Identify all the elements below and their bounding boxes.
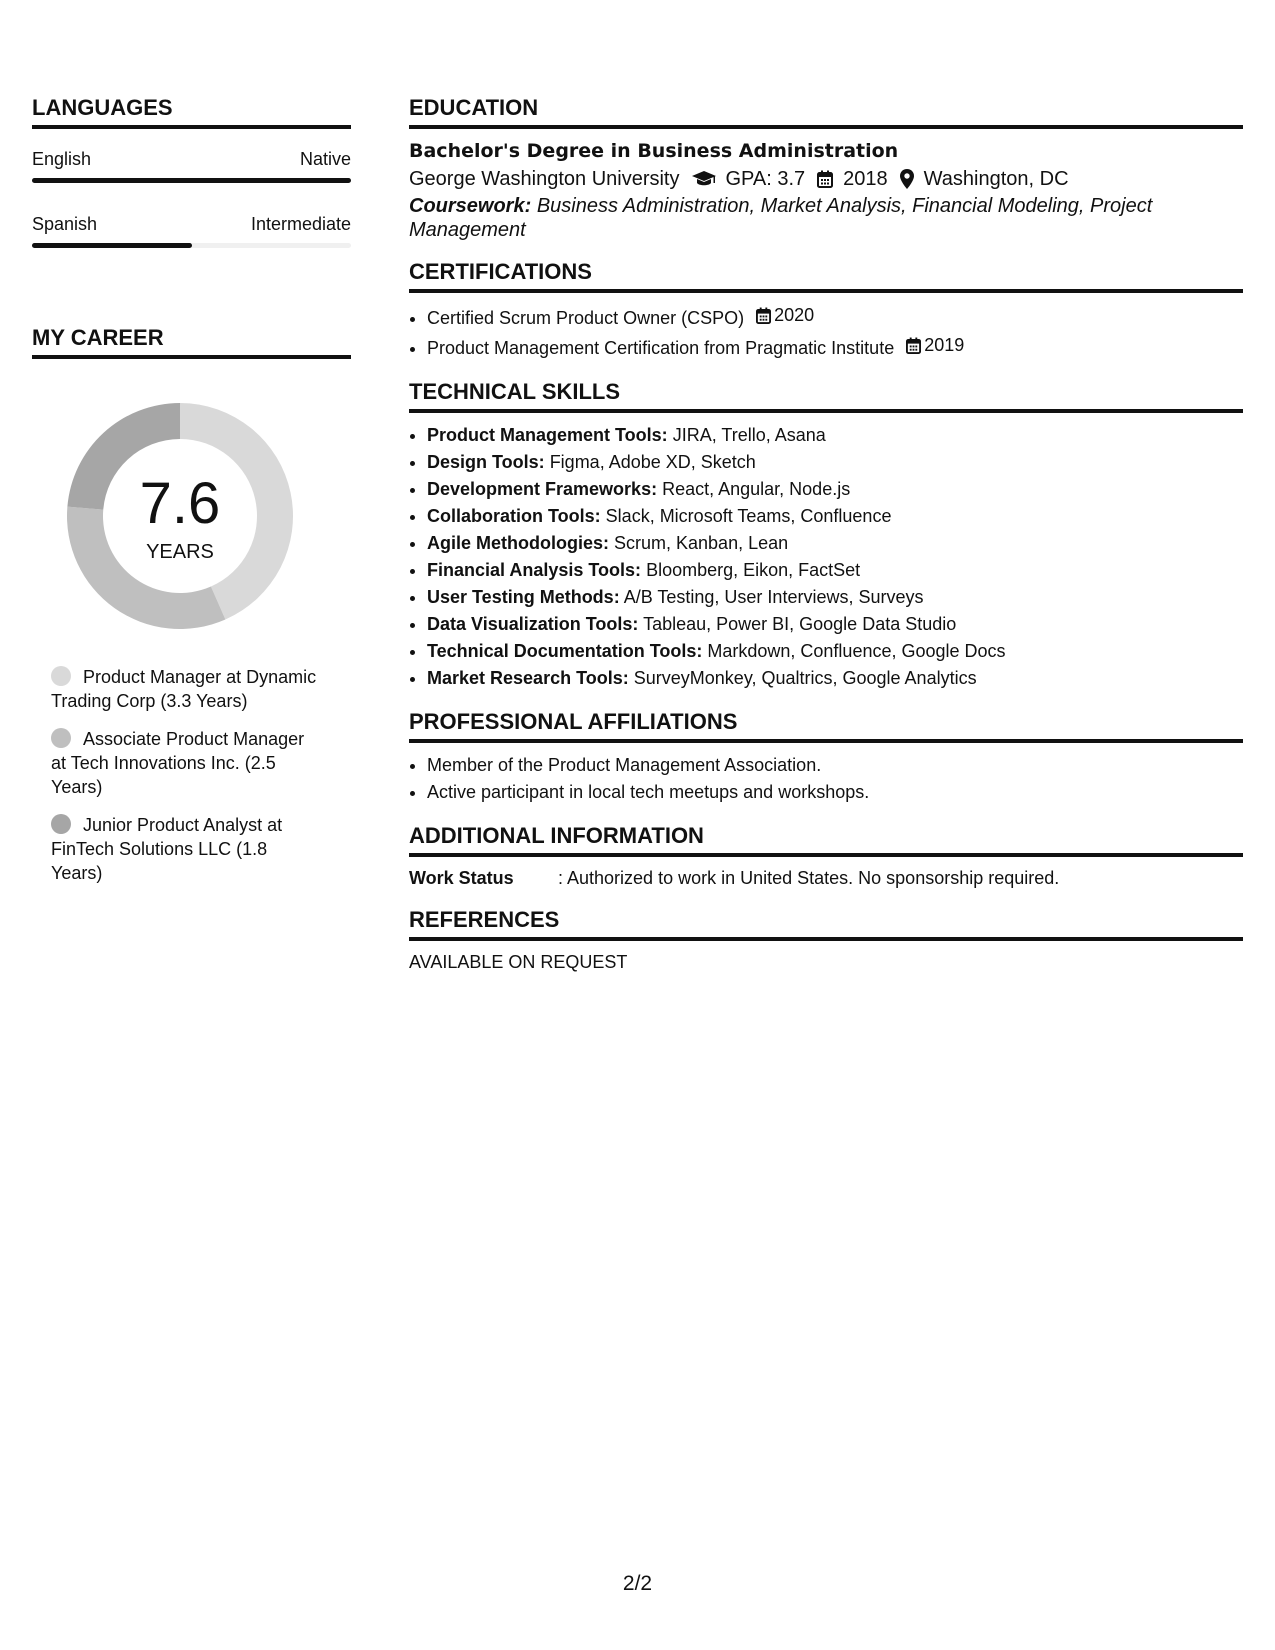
career-role-label: Junior Product Analyst at FinTech Solutions LLC (1.8 Years)	[51, 815, 283, 883]
certification-item	[427, 332, 1243, 362]
technical-skills-heading: TECHNICAL SKILLS	[409, 380, 1243, 413]
references-text: AVAILABLE ON REQUEST	[409, 952, 628, 972]
skill-item	[427, 503, 1243, 530]
language-spanish	[32, 213, 351, 248]
skill-value: Markdown, Confluence, Google Docs	[707, 641, 1006, 661]
graduation-cap-icon	[692, 171, 716, 187]
affiliations-list	[409, 752, 1243, 806]
education-section	[409, 96, 1243, 242]
career-donut-chart	[67, 403, 293, 629]
certifications-section	[409, 260, 1243, 362]
certification-name: Certified Scrum Product Owner (CSPO)	[427, 308, 745, 328]
skill-item	[427, 638, 1243, 665]
skill-value: A/B Testing, User Interviews, Surveys	[623, 587, 924, 607]
language-level: Native	[299, 149, 351, 169]
degree-title: Bachelor's Degree in Business Administration	[409, 140, 899, 162]
skill-value: Figma, Adobe XD, Sketch	[549, 452, 756, 472]
languages-section	[32, 96, 351, 248]
career-heading: MY CAREER	[32, 326, 351, 359]
calendar-icon	[756, 307, 771, 324]
calendar-icon	[817, 170, 833, 188]
work-status-row	[409, 866, 1243, 890]
skill-label: Technical Documentation Tools:	[427, 641, 703, 661]
skill-label: Product Management Tools:	[427, 425, 668, 445]
language-proficiency-bar	[32, 178, 351, 183]
languages-heading: LANGUAGES	[32, 96, 351, 129]
skill-value: Slack, Microsoft Teams, Confluence	[605, 506, 892, 526]
career-legend-item	[51, 727, 321, 799]
skill-value: React, Angular, Node.js	[662, 479, 851, 499]
certification-name: Product Management Certification from Pragmatic Institute	[427, 338, 895, 358]
skill-value: Bloomberg, Eikon, FactSet	[646, 560, 861, 580]
map-pin-icon	[900, 169, 914, 189]
career-legend	[51, 665, 321, 885]
legend-dot-icon	[51, 814, 71, 834]
skill-label: User Testing Methods:	[427, 587, 620, 607]
skill-item	[427, 449, 1243, 476]
certification-year: 2019	[924, 335, 965, 355]
language-proficiency-bar	[32, 243, 351, 248]
skill-label: Data Visualization Tools:	[427, 614, 639, 634]
school-name: George Washington University	[409, 168, 680, 190]
language-level: Intermediate	[250, 214, 351, 234]
language-name: Spanish	[32, 214, 98, 234]
gpa: GPA: 3.7	[725, 168, 806, 190]
skill-value: Tableau, Power BI, Google Data Studio	[643, 614, 957, 634]
work-status-label: Work Status	[409, 868, 514, 888]
legend-dot-icon	[51, 728, 71, 748]
skill-item	[427, 665, 1243, 692]
career-role-label: Associate Product Manager at Tech Innovations Inc. (2.5 Years)	[51, 729, 305, 797]
skill-label: Market Research Tools:	[427, 668, 629, 688]
affiliations-heading: PROFESSIONAL AFFILIATIONS	[409, 710, 1243, 743]
skill-label: Collaboration Tools:	[427, 506, 601, 526]
coursework-list: Business Administration, Market Analysis, Financial Modeling, Project Management	[409, 195, 1153, 241]
language-proficiency-fill	[32, 178, 351, 183]
education-heading: EDUCATION	[409, 96, 1243, 129]
skill-value: Scrum, Kanban, Lean	[614, 533, 789, 553]
page-number: 2/2	[622, 1572, 653, 1595]
additional-info-section	[409, 824, 1243, 890]
skill-item	[427, 584, 1243, 611]
skill-label: Design Tools:	[427, 452, 545, 472]
additional-info-heading: ADDITIONAL INFORMATION	[409, 824, 1243, 857]
career-legend-item	[51, 813, 321, 885]
career-total-unit: YEARS	[146, 541, 214, 563]
left-column	[32, 96, 351, 899]
references-heading: REFERENCES	[409, 908, 1243, 941]
skill-label: Agile Methodologies:	[427, 533, 609, 553]
affiliation-item: • Member of the Product Management Association.	[427, 752, 1243, 779]
skill-value: JIRA, Trello, Asana	[672, 425, 826, 445]
calendar-icon	[906, 337, 921, 354]
certification-item	[427, 302, 1243, 332]
career-role-label: Product Manager at Dynamic Trading Corp (3.3 Years)	[51, 667, 317, 711]
career-legend-item	[51, 665, 321, 713]
language-proficiency-fill	[32, 243, 192, 248]
skill-item	[427, 611, 1243, 638]
skill-item	[427, 557, 1243, 584]
language-english	[32, 148, 351, 183]
skill-label: Financial Analysis Tools:	[427, 560, 642, 580]
skill-item	[427, 476, 1243, 503]
certifications-list	[409, 302, 1243, 362]
technical-skills-section	[409, 380, 1243, 692]
skill-item	[427, 530, 1243, 557]
work-status-value: : Authorized to work in United States. No sponsorship required.	[558, 868, 1060, 888]
technical-skills-list	[409, 422, 1243, 692]
skill-item	[427, 422, 1243, 449]
certifications-heading: CERTIFICATIONS	[409, 260, 1243, 293]
career-total-years: 7.6	[139, 471, 221, 536]
coursework	[409, 194, 1243, 242]
legend-dot-icon	[51, 666, 71, 686]
certification-year: 2020	[774, 305, 815, 325]
graduation-year: 2018	[843, 168, 888, 190]
right-column	[409, 96, 1243, 992]
career-section	[32, 326, 351, 885]
education-details	[409, 164, 1243, 194]
school-location: Washington, DC	[923, 168, 1069, 190]
coursework-label: Coursework:	[409, 195, 532, 217]
skill-label: Development Frameworks:	[427, 479, 658, 499]
affiliation-item: • Active participant in local tech meetups and workshops.	[427, 779, 1243, 806]
references-section	[409, 908, 1243, 974]
affiliations-section	[409, 710, 1243, 806]
language-name: English	[32, 149, 92, 169]
skill-value: SurveyMonkey, Qualtrics, Google Analytics	[633, 668, 977, 688]
